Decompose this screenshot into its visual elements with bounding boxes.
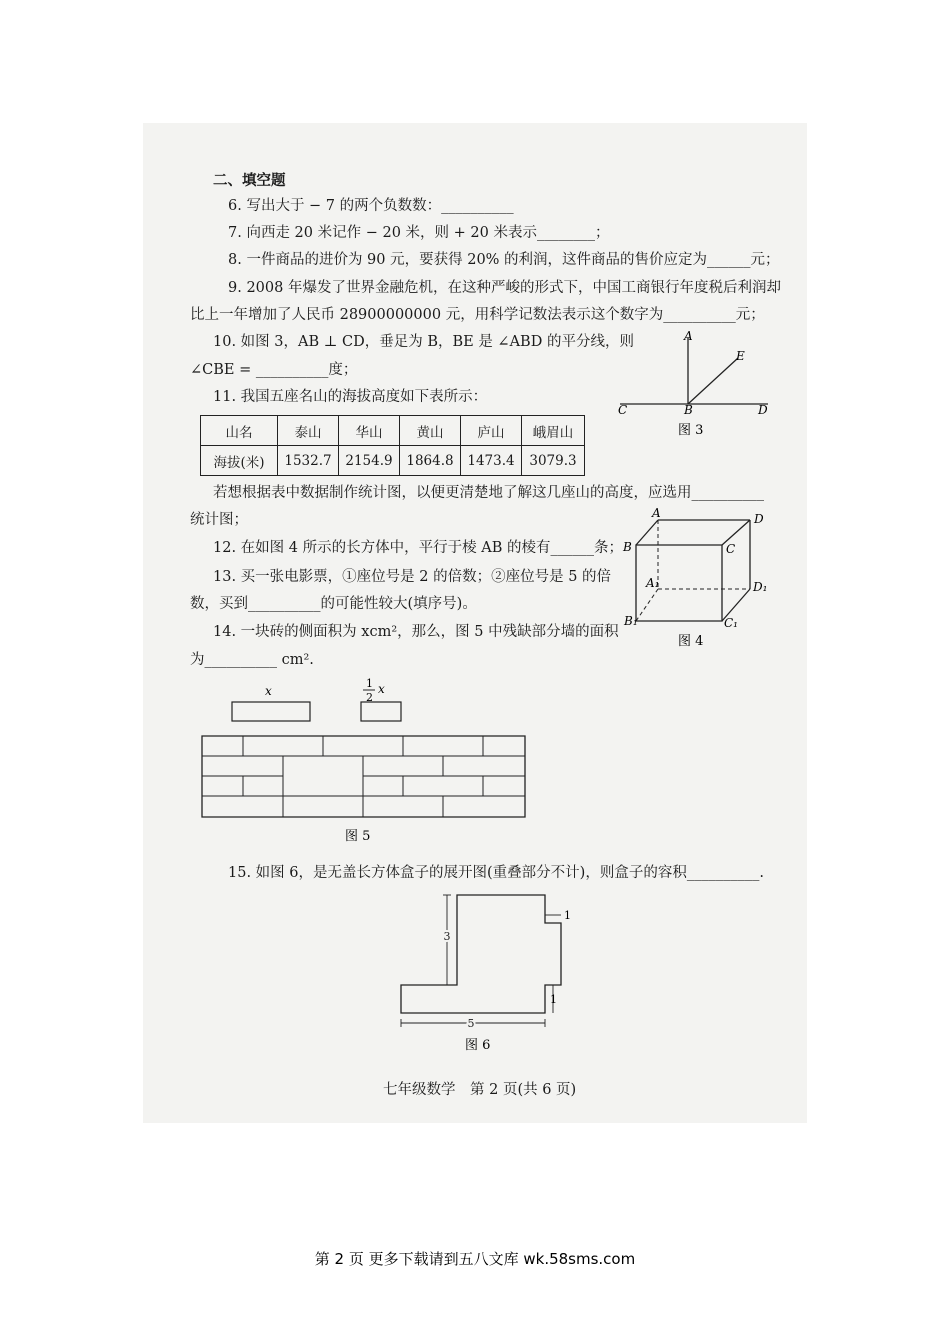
figure-3-caption: 图 3: [678, 423, 704, 438]
label-x: x: [265, 684, 272, 698]
question-10-line1: 10. 如图 3，AB ⊥ CD，垂足为 B，BE 是 ∠ABD 的平分线，则: [213, 334, 634, 350]
inner-page-footer: 七年级数学 第 2 页(共 6 页): [383, 1082, 577, 1098]
table-cell: 黄山: [400, 416, 461, 446]
figure-6-box-net: [385, 885, 585, 1055]
figure-5-caption: 图 5: [345, 829, 371, 844]
dim-1-right: 1: [550, 993, 557, 1006]
table-header-row: [201, 416, 585, 446]
label-b: B: [623, 540, 632, 554]
table-cell: 山名: [201, 416, 278, 446]
table-cell: 2154.9: [339, 446, 400, 476]
question-10-line2: ∠CBE = __________度；: [190, 362, 358, 378]
table-cell: 华山: [339, 416, 400, 446]
label-d1: D₁: [753, 580, 768, 594]
label-half-den: 2: [366, 691, 373, 704]
label-b1: B₁: [624, 614, 638, 628]
label-a1: A₁: [646, 576, 660, 590]
label-half-x: x: [378, 682, 385, 696]
question-11: 11. 我国五座名山的海拔高度如下表所示：: [213, 389, 488, 405]
question-6: 6. 写出大于 − 7 的两个负数数：__________: [228, 198, 514, 214]
label-c: C: [618, 403, 628, 417]
dim-3: 3: [443, 930, 451, 943]
label-d: D: [754, 512, 764, 526]
dim-5: 5: [467, 1017, 475, 1030]
table-cell: 庐山: [461, 416, 522, 446]
label-b: B: [684, 403, 693, 417]
question-14-line2: 为__________ cm².: [190, 652, 314, 668]
page-footer: 第 2 页 更多下载请到五八文库 wk.58sms.com: [314, 1250, 636, 1268]
question-11-after-line2: 统计图；: [190, 512, 248, 528]
label-a: A: [652, 506, 661, 520]
table-cell: 海拔(米): [201, 446, 278, 476]
table-cell: 1532.7: [278, 446, 339, 476]
question-13-line2: 数，买到__________的可能性较大(填序号)。: [190, 596, 477, 612]
figure-3-diagram: [610, 328, 780, 443]
label-e: E: [736, 349, 745, 363]
mountain-heights-table: [200, 415, 585, 476]
label-c: C: [726, 542, 736, 556]
table-row: [201, 446, 585, 476]
question-7: 7. 向西走 20 米记作 − 20 米，则 + 20 米表示________；: [228, 225, 610, 241]
question-8: 8. 一件商品的进价为 90 元，要获得 20% 的利润，这件商品的售价应定为______元；: [228, 252, 780, 268]
question-12: 12. 在如图 4 所示的长方体中，平行于棱 AB 的棱有______条；: [213, 540, 623, 556]
figure-6-caption: 图 6: [465, 1038, 491, 1053]
label-a: A: [684, 329, 693, 343]
dim-1-top: 1: [564, 909, 571, 922]
table-cell: 1864.8: [400, 446, 461, 476]
question-9-line2: 比上一年增加了人民币 28900000000 元，用科学记数法表示这个数字为__________元；: [190, 307, 765, 323]
question-13-line1: 13. 买一张电影票，①座位号是 2 的倍数；②座位号是 5 的倍: [213, 569, 612, 585]
question-9-line1: 9. 2008 年爆发了世界金融危机，在这种严峻的形式下，中国工商银行年度税后利润却: [228, 280, 781, 296]
figure-4-cuboid: [620, 505, 780, 650]
table-cell: 泰山: [278, 416, 339, 446]
question-14-line1: 14. 一块砖的侧面积为 xcm²，那么，图 5 中残缺部分墙的面积: [213, 624, 619, 640]
label-d: D: [758, 403, 768, 417]
figure-5-brick-wall: [195, 675, 535, 850]
label-c1: C₁: [724, 616, 738, 630]
section-title: 二、填空题: [213, 172, 286, 189]
table-cell: 3079.3: [522, 446, 585, 476]
label-half-num: 1: [366, 677, 373, 690]
question-11-after-line1: 若想根据表中数据制作统计图，以便更清楚地了解这几座山的高度，应选用__________: [213, 485, 764, 501]
figure-4-caption: 图 4: [678, 634, 704, 649]
question-15: 15. 如图 6，是无盖长方体盒子的展开图(重叠部分不计)，则盒子的容积__________.: [228, 865, 764, 881]
table-cell: 峨眉山: [522, 416, 585, 446]
table-cell: 1473.4: [461, 446, 522, 476]
